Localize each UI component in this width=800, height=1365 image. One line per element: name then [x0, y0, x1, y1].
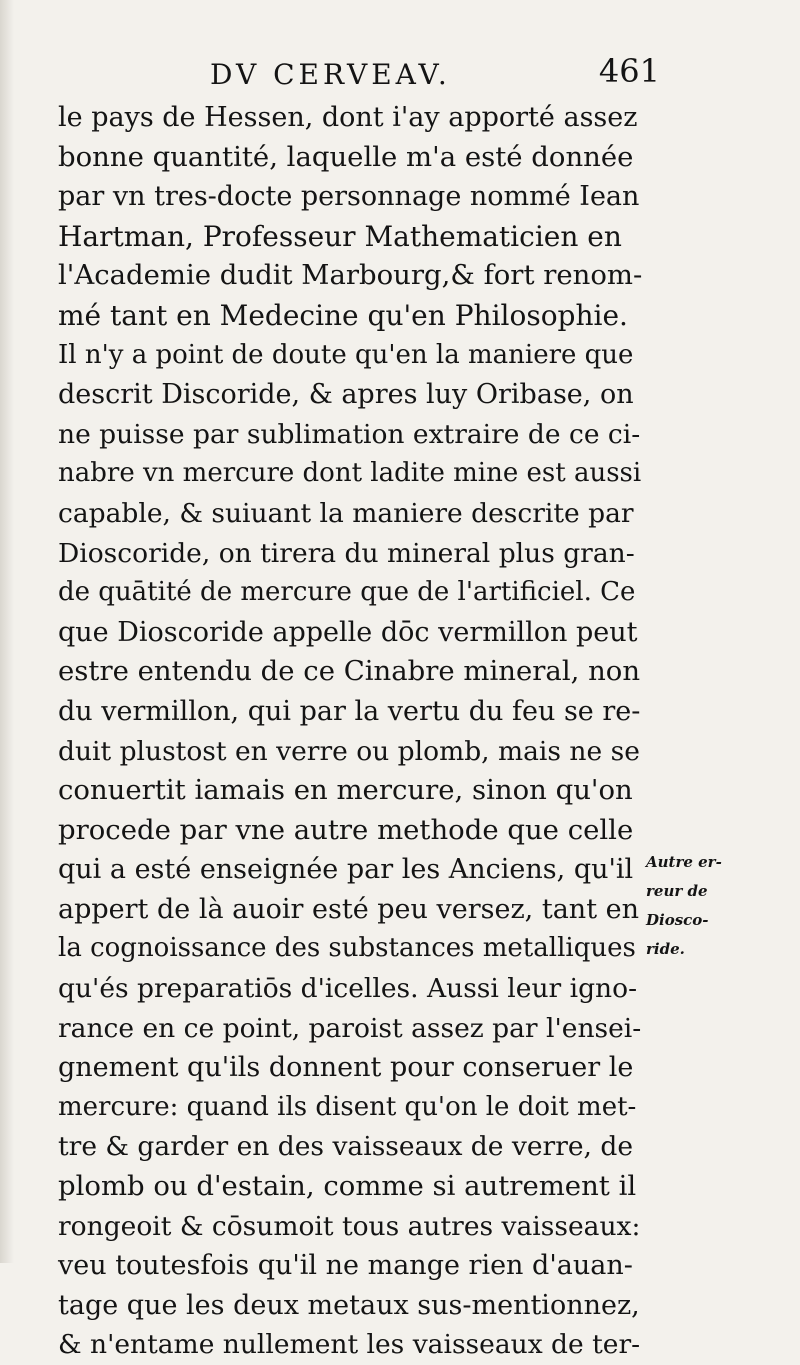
- text-line: appert de là auoir esté peu versez, tant en: [58, 893, 639, 925]
- text-line: tage que les deux metaux sus-mentionnez,: [58, 1289, 640, 1321]
- text-line: rance en ce point, paroist assez par l'ensei-: [58, 1012, 642, 1044]
- text-line: Il n'y a point de doute qu'en la maniere que: [58, 339, 634, 370]
- text-line: qui a esté enseignée par les Anciens, qu'il: [58, 854, 634, 886]
- marginal-note-line: Autre er-: [646, 853, 722, 871]
- text-line: procede par vne autre methode que celle: [58, 813, 634, 846]
- marginal-note-line: Diosco-: [646, 911, 709, 929]
- text-line: de quātité de mercure que de l'artificiel. Ce: [58, 577, 636, 608]
- text-line: Dioscoride, on tirera du mineral plus gran-: [58, 537, 635, 569]
- text-line: la cognoissance des substances metalliques: [58, 933, 636, 964]
- text-line: plomb ou d'estain, comme si autrement il: [58, 1170, 637, 1203]
- text-line: l'Academie dudit Marbourg,& fort renom-: [58, 259, 643, 292]
- text-line: tre & garder en des vaisseaux de verre, de: [58, 1131, 634, 1163]
- text-line: mercure: quand ils disent qu'on le doit met-: [58, 1091, 637, 1122]
- text-line: estre entendu de ce Cinabre mineral, non: [58, 655, 641, 688]
- text-line: gnement qu'ils donnent pour conseruer le: [58, 1052, 634, 1084]
- text-line: ne puisse par sublimation extraire de ce ci-: [58, 418, 641, 450]
- text-line: duit plustost en verre ou plomb, mais ne se: [58, 735, 640, 767]
- text-line: que Dioscoride appelle dōc vermillon peut: [58, 616, 638, 648]
- text-line: qu'és preparatiōs d'icelles. Aussi leur igno-: [58, 973, 638, 1005]
- running-head: [60, 52, 660, 96]
- page-number: 461: [598, 52, 660, 90]
- text-line: Hartman, Professeur Mathematicien en: [58, 219, 622, 253]
- text-line: conuertit iamais en mercure, sinon qu'on: [58, 774, 633, 807]
- marginal-note-line: ride.: [646, 940, 685, 958]
- text-line: & n'entame nullement les vaisseaux de ter-: [58, 1329, 641, 1361]
- text-line: bonne quantité, laquelle m'a esté donnée: [58, 140, 634, 173]
- running-head-title: DV CERVEAV.: [210, 58, 451, 91]
- text-line: du vermillon, qui par la vertu du feu se re-: [58, 695, 641, 727]
- text-line: rongeoit & cōsumoit tous autres vaisseaux:: [58, 1210, 641, 1242]
- text-line: nabre vn mercure dont ladite mine est aussi: [58, 458, 642, 489]
- body-text: [58, 98, 642, 1365]
- page-edge-shadow: [0, 0, 14, 1263]
- text-line: descrit Discoride, & apres luy Oribase, on: [58, 379, 634, 411]
- text-line: par vn tres-docte personnage nommé Iean: [58, 181, 640, 213]
- text-line: le pays de Hessen, dont i'ay apporté assez: [58, 102, 638, 133]
- marginal-note: [646, 848, 796, 964]
- text-line: capable, & suiuant la maniere descrite par: [58, 497, 634, 529]
- marginal-note-line: reur de: [646, 882, 708, 900]
- text-line: mé tant en Medecine qu'en Philosophie.: [58, 298, 628, 332]
- text-line: veu toutesfois qu'il ne mange rien d'auan-: [58, 1250, 633, 1282]
